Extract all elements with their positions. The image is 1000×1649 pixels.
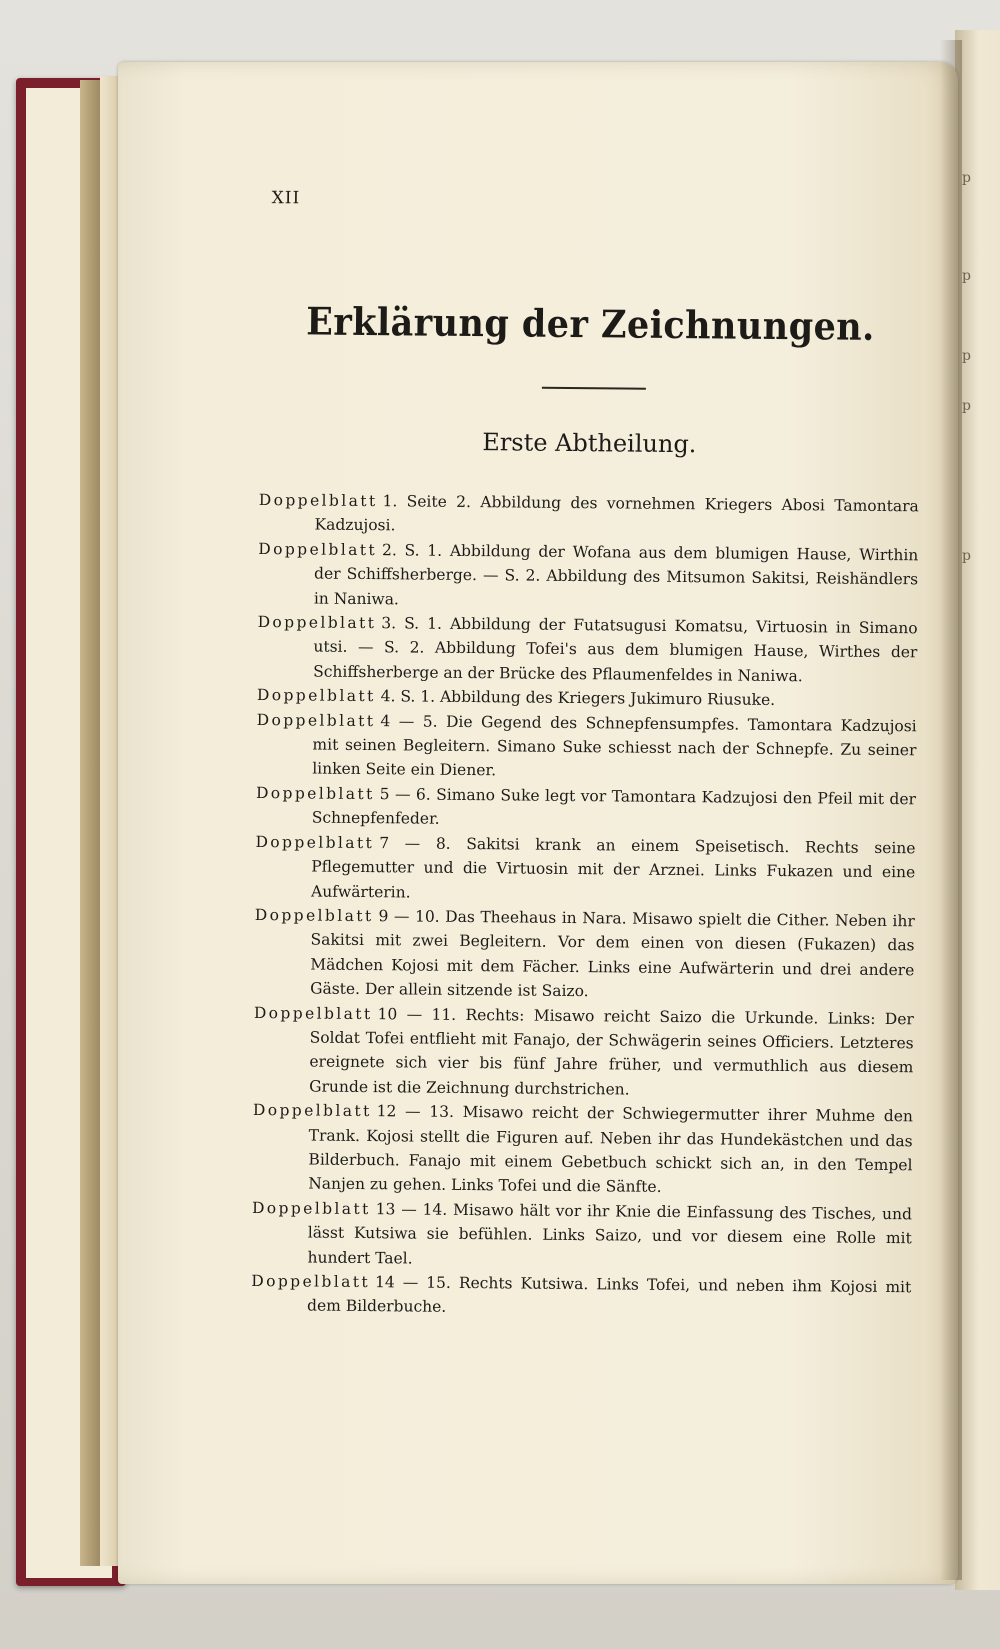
facing-page-bleed-text: p <box>962 170 971 186</box>
entry-text: 14 — 15. Rechts Kutsiwa. Links Tofei, und neben ihm Kojosi mit dem Bilderbuche. <box>306 1273 912 1317</box>
list-item <box>251 1269 911 1324</box>
page-title: Erklärung der Zeichnungen. <box>306 298 876 349</box>
entry-text: 4 — 5. Die Gegend des Schnepfensumpfes. Tamontara Kadzujosi mit seinen Begleitern. Simano Suke schiesst nach der Schnepfe. Zu seiner linken Seite ein Diener. <box>312 711 917 780</box>
entry-text: 9 — 10. Das Theehaus in Nara. Misawo spielt die Cither. Neben ihr Sakitsi mit zwei Begleitern. Vor dem einen von diesen (Fukazen) das Mädchen Kojosi mit dem Fächer. Links eine Aufwärterin und drei andere Gäste. Der allein sitzende ist Saizo. <box>310 907 915 1001</box>
page-content <box>250 168 932 1404</box>
entry-label: Doppelblatt <box>255 783 375 803</box>
list-item <box>256 781 916 836</box>
entry-text: 4. S. 1. Abbildung des Kriegers Jukimuro Riusuke. <box>380 687 776 710</box>
list-item <box>253 1000 914 1104</box>
list-item <box>258 537 919 617</box>
entry-text: 13 — 14. Misawo hält vor ihr Knie die Einfassung des Tisches, und lässt Kutsiwa sie befühlen. Links Saizo, und vor diesem eine Rolle mit hundert Tael. <box>307 1199 913 1268</box>
entries-list <box>251 488 919 1324</box>
page-number: XII <box>271 188 301 209</box>
entry-text: 7 — 8. Sakitsi krank an einem Speisetisch. Rechts seine Pflegemutter und die Virtuosin mit der Arznei. Links Fukazen und eine Aufwärterin. <box>310 833 916 901</box>
section-heading: Erste Abtheilung. <box>482 428 697 459</box>
entry-text: 10 — 11. Rechts: Misawo reicht Saizo die Urkunde. Links: Der Soldat Tofei entflieht mit Fanajo, der Schwägerin seines Officiers. Letzteres ereignete sich vier bis fünf Jahre früher, und vermuthlich aus diesem Grunde ist die Zeichnung durchstrichen. <box>309 1004 914 1099</box>
list-item <box>252 1098 913 1202</box>
entry-text: 12 — 13. Misawo reicht der Schwiegermutter ihrer Muhme den Trank. Kojosi stellt die Figuren auf. Neben ihr das Hundekästchen und das Bilderbuch. Fanajo mit einem Gebetbuch schickt sich an, in den Tempel Nanjen zu gehen. Links Tofei und die Sänfte. <box>308 1102 914 1197</box>
entry-text: 3. S. 1. Abbildung der Futatsugusi Komatsu, Virtuosin in Simano utsi. — S. 2. Abbildung Tofei's aus dem blumigen Hause, Wirthes der Schiffsherberge an der Brücke des Pflaumenfeldes in Naniwa. <box>313 614 918 686</box>
entry-label: Doppelblatt <box>257 613 377 633</box>
entry-label: Doppelblatt <box>255 832 375 852</box>
entry-text: 1. Seite 2. Abbildung des vornehmen Kriegers Abosi Tamontara Kadzujosi. <box>314 492 919 535</box>
entry-label: Doppelblatt <box>252 1101 372 1121</box>
list-item <box>254 903 915 1007</box>
entry-label: Doppelblatt <box>258 539 378 559</box>
list-item <box>256 708 917 788</box>
list-item <box>258 488 918 543</box>
facing-page-bleed-text: p <box>962 398 971 414</box>
list-item <box>257 610 918 690</box>
entry-label: Doppelblatt <box>251 1271 371 1292</box>
entry-label: Doppelblatt <box>256 710 376 730</box>
gutter-shadow <box>940 40 962 1580</box>
list-item <box>255 830 916 910</box>
entry-label: Doppelblatt <box>251 1198 371 1218</box>
entry-label: Doppelblatt <box>258 490 378 511</box>
facing-page-bleed-text: p <box>962 548 971 564</box>
entry-label: Doppelblatt <box>256 686 376 706</box>
entry-text: 5 — 6. Simano Suke legt vor Tamontara Kadzujosi den Pfeil mit der Schnepfenfeder. <box>311 785 917 829</box>
entry-text: 2. S. 1. Abbildung der Wofana aus dem blumigen Hause, Wirthin der Schiffsherberge. — S. 2. Abbildung des Mitsumon Sakitsi, Reishändlers in Naniwa. <box>313 540 919 608</box>
list-item <box>251 1196 912 1276</box>
entry-label: Doppelblatt <box>253 1003 373 1023</box>
facing-page-bleed-text: p <box>962 268 971 284</box>
title-divider <box>542 387 646 390</box>
facing-page-bleed-text: p <box>962 348 971 364</box>
entry-label: Doppelblatt <box>254 905 374 926</box>
